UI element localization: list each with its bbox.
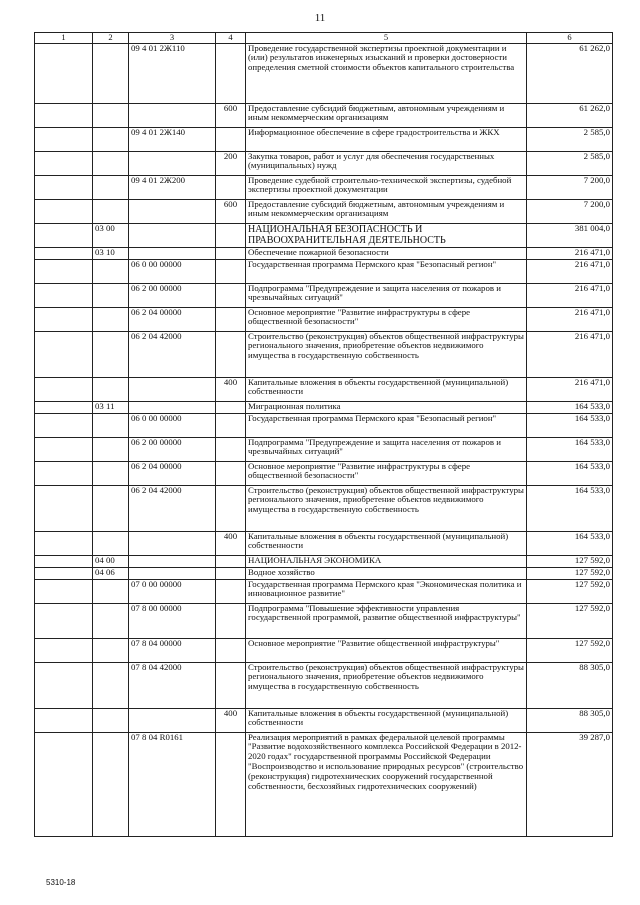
cell-col-6: 127 592,0	[527, 603, 613, 638]
cell-col-6: 216 471,0	[527, 259, 613, 283]
cell-col-2	[93, 603, 129, 638]
cell-col-2: 03 00	[93, 223, 129, 247]
cell-col-4	[216, 485, 246, 531]
cell-col-3: 07 8 04 R0161	[129, 732, 216, 836]
cell-col-1	[35, 175, 93, 199]
cell-col-6: 216 471,0	[527, 307, 613, 331]
cell-col-4	[216, 247, 246, 259]
header-col-1: 1	[35, 33, 93, 44]
cell-col-2	[93, 732, 129, 836]
cell-col-6: 2 585,0	[527, 127, 613, 151]
cell-col-3	[129, 401, 216, 413]
cell-col-2: 04 06	[93, 567, 129, 579]
cell-col-5: НАЦИОНАЛЬНАЯ ЭКОНОМИКА	[246, 555, 527, 567]
cell-col-3: 09 4 01 2Ж140	[129, 127, 216, 151]
cell-col-5: Государственная программа Пермского края "Безопасный регион"	[246, 413, 527, 437]
cell-col-4: 400	[216, 708, 246, 732]
table-row	[35, 199, 613, 223]
header-col-4: 4	[216, 33, 246, 44]
cell-col-4	[216, 461, 246, 485]
cell-col-1	[35, 708, 93, 732]
cell-col-6: 216 471,0	[527, 331, 613, 377]
cell-col-1	[35, 127, 93, 151]
cell-col-6: 164 533,0	[527, 413, 613, 437]
table-row	[35, 401, 613, 413]
cell-col-5: Подпрограмма "Предупреждение и защита населения от пожаров и чрезвычайных ситуаций"	[246, 283, 527, 307]
cell-col-2: 03 10	[93, 247, 129, 259]
table-row	[35, 331, 613, 377]
cell-col-1	[35, 223, 93, 247]
cell-col-2	[93, 485, 129, 531]
cell-col-5: Строительство (реконструкция) объектов общественной инфраструктуры регионального значения, приобретение объектов недвижимого имущества в государственную собственность	[246, 485, 527, 531]
cell-col-2	[93, 43, 129, 103]
cell-col-5: Основное мероприятие "Развитие инфраструктуры в сфере общественной безопасности"	[246, 307, 527, 331]
cell-col-4: 200	[216, 151, 246, 175]
cell-col-5: Государственная программа Пермского края "Безопасный регион"	[246, 259, 527, 283]
cell-col-4	[216, 223, 246, 247]
cell-col-6: 7 200,0	[527, 199, 613, 223]
cell-col-6: 88 305,0	[527, 662, 613, 708]
cell-col-5: Строительство (реконструкция) объектов общественной инфраструктуры регионального значения, приобретение объектов недвижимого имущества в государственную собственность	[246, 331, 527, 377]
page-number: 11	[314, 12, 326, 24]
cell-col-6: 2 585,0	[527, 151, 613, 175]
cell-col-5: Проведение государственной экспертизы проектной документации и (или) результатов инженерных изысканий и проверки достоверности определения сметной стоимости объектов капитального строительства	[246, 43, 527, 103]
cell-col-2	[93, 437, 129, 461]
cell-col-4	[216, 437, 246, 461]
cell-col-2	[93, 377, 129, 401]
table-header	[35, 33, 613, 44]
cell-col-5: Предоставление субсидий бюджетным, автономным учреждениям и иным некоммерческим организациям	[246, 199, 527, 223]
cell-col-6: 164 533,0	[527, 461, 613, 485]
cell-col-1	[35, 485, 93, 531]
table-row	[35, 377, 613, 401]
cell-col-3: 07 8 04 00000	[129, 638, 216, 662]
header-col-2: 2	[93, 33, 129, 44]
cell-col-5: Обеспечение пожарной безопасности	[246, 247, 527, 259]
cell-col-5: НАЦИОНАЛЬНАЯ БЕЗОПАСНОСТЬ И ПРАВООХРАНИТЕЛЬНАЯ ДЕЯТЕЛЬНОСТЬ	[246, 223, 527, 247]
cell-col-2	[93, 259, 129, 283]
cell-col-4	[216, 175, 246, 199]
cell-col-4	[216, 603, 246, 638]
cell-col-6: 61 262,0	[527, 103, 613, 127]
cell-col-3	[129, 151, 216, 175]
cell-col-2	[93, 103, 129, 127]
cell-col-6: 381 004,0	[527, 223, 613, 247]
cell-col-6: 61 262,0	[527, 43, 613, 103]
cell-col-6: 164 533,0	[527, 437, 613, 461]
cell-col-1	[35, 662, 93, 708]
cell-col-1	[35, 283, 93, 307]
table-row	[35, 485, 613, 531]
cell-col-6: 127 592,0	[527, 555, 613, 567]
cell-col-3: 09 4 01 2Ж110	[129, 43, 216, 103]
cell-col-5: Предоставление субсидий бюджетным, автономным учреждениям и иным некоммерческим организациям	[246, 103, 527, 127]
cell-col-5: Государственная программа Пермского края "Экономическая политика и инновационное развитие"	[246, 579, 527, 603]
cell-col-4	[216, 567, 246, 579]
table-row	[35, 732, 613, 836]
table-row	[35, 283, 613, 307]
table-row	[35, 579, 613, 603]
cell-col-5: Подпрограмма "Предупреждение и защита населения от пожаров и чрезвычайных ситуаций"	[246, 437, 527, 461]
cell-col-3	[129, 199, 216, 223]
cell-col-2	[93, 413, 129, 437]
cell-col-3	[129, 708, 216, 732]
cell-col-6: 216 471,0	[527, 247, 613, 259]
cell-col-2: 03 11	[93, 401, 129, 413]
cell-col-6: 164 533,0	[527, 531, 613, 555]
cell-col-2	[93, 175, 129, 199]
cell-col-1	[35, 259, 93, 283]
cell-col-3: 06 2 04 42000	[129, 485, 216, 531]
cell-col-1	[35, 437, 93, 461]
cell-col-1	[35, 307, 93, 331]
cell-col-2	[93, 151, 129, 175]
cell-col-4	[216, 401, 246, 413]
cell-col-4	[216, 331, 246, 377]
cell-col-4	[216, 555, 246, 567]
document-code: 5310-18	[46, 878, 76, 887]
cell-col-1	[35, 43, 93, 103]
cell-col-1	[35, 531, 93, 555]
cell-col-4	[216, 638, 246, 662]
cell-col-1	[35, 331, 93, 377]
cell-col-1	[35, 461, 93, 485]
cell-col-3: 07 8 04 42000	[129, 662, 216, 708]
cell-col-3: 09 4 01 2Ж200	[129, 175, 216, 199]
cell-col-1	[35, 413, 93, 437]
cell-col-2	[93, 283, 129, 307]
cell-col-3	[129, 555, 216, 567]
cell-col-1	[35, 555, 93, 567]
table-row	[35, 175, 613, 199]
table-row	[35, 127, 613, 151]
table-row	[35, 708, 613, 732]
table-row	[35, 259, 613, 283]
cell-col-2	[93, 579, 129, 603]
cell-col-3: 07 8 00 00000	[129, 603, 216, 638]
cell-col-3	[129, 531, 216, 555]
cell-col-2	[93, 708, 129, 732]
table-row	[35, 223, 613, 247]
cell-col-5: Закупка товаров, работ и услуг для обеспечения государственных (муниципальных) нужд	[246, 151, 527, 175]
table-row	[35, 638, 613, 662]
cell-col-6: 39 287,0	[527, 732, 613, 836]
table-row	[35, 461, 613, 485]
cell-col-3	[129, 103, 216, 127]
cell-col-4: 400	[216, 377, 246, 401]
cell-col-1	[35, 567, 93, 579]
cell-col-1	[35, 377, 93, 401]
cell-col-2: 04 00	[93, 555, 129, 567]
cell-col-3: 06 2 04 00000	[129, 461, 216, 485]
cell-col-5: Основное мероприятие "Развитие общественной инфраструктуры"	[246, 638, 527, 662]
cell-col-4: 400	[216, 531, 246, 555]
cell-col-3: 06 2 00 00000	[129, 283, 216, 307]
cell-col-4	[216, 127, 246, 151]
cell-col-5: Водное хозяйство	[246, 567, 527, 579]
cell-col-6: 216 471,0	[527, 377, 613, 401]
header-col-6: 6	[527, 33, 613, 44]
table-row	[35, 603, 613, 638]
cell-col-6: 127 592,0	[527, 638, 613, 662]
cell-col-6: 164 533,0	[527, 401, 613, 413]
cell-col-4	[216, 579, 246, 603]
cell-col-6: 7 200,0	[527, 175, 613, 199]
table-row	[35, 567, 613, 579]
cell-col-5: Капитальные вложения в объекты государственной (муниципальной) собственности	[246, 708, 527, 732]
cell-col-5: Подпрограмма "Повышение эффективности управления государственной программой, развитие общественной инфраструктуры"	[246, 603, 527, 638]
cell-col-3	[129, 247, 216, 259]
cell-col-4	[216, 43, 246, 103]
header-col-3: 3	[129, 33, 216, 44]
table-body	[35, 43, 613, 836]
header-col-5: 5	[246, 33, 527, 44]
cell-col-2	[93, 307, 129, 331]
cell-col-2	[93, 662, 129, 708]
cell-col-4: 600	[216, 199, 246, 223]
cell-col-3: 06 2 04 00000	[129, 307, 216, 331]
table-row	[35, 413, 613, 437]
cell-col-1	[35, 247, 93, 259]
cell-col-4	[216, 413, 246, 437]
table-row	[35, 247, 613, 259]
cell-col-5: Проведение судебной строительно-технической экспертизы, судебной экспертизы проектной документации	[246, 175, 527, 199]
cell-col-5: Миграционная политика	[246, 401, 527, 413]
cell-col-1	[35, 151, 93, 175]
cell-col-1	[35, 732, 93, 836]
table-row	[35, 103, 613, 127]
cell-col-1	[35, 638, 93, 662]
cell-col-6: 216 471,0	[527, 283, 613, 307]
table-row	[35, 662, 613, 708]
cell-col-1	[35, 401, 93, 413]
cell-col-2	[93, 531, 129, 555]
cell-col-1	[35, 199, 93, 223]
cell-col-3	[129, 377, 216, 401]
table-row	[35, 151, 613, 175]
cell-col-3: 06 0 00 00000	[129, 413, 216, 437]
table-row	[35, 43, 613, 103]
cell-col-5: Строительство (реконструкция) объектов общественной инфраструктуры регионального значения, приобретение объектов недвижимого имущества в государственную собственность	[246, 662, 527, 708]
table-row	[35, 531, 613, 555]
cell-col-4	[216, 732, 246, 836]
cell-col-5: Основное мероприятие "Развитие инфраструктуры в сфере общественной безопасности"	[246, 461, 527, 485]
cell-col-6: 127 592,0	[527, 567, 613, 579]
cell-col-5: Капитальные вложения в объекты государственной (муниципальной) собственности	[246, 531, 527, 555]
cell-col-5: Реализация мероприятий в рамках федеральной целевой программы "Развитие водохозяйственного комплекса Российской Федерации в 2012-2020 годах" государственной программы Российской Федерации "Воспроизводство и использование природных ресурсов" (строительство (реконструкция) гидротехнических сооружений государственной собственности, бесхозяйных гидротехнических сооружений)	[246, 732, 527, 836]
cell-col-1	[35, 603, 93, 638]
cell-col-2	[93, 638, 129, 662]
cell-col-3: 06 0 00 00000	[129, 259, 216, 283]
table-row	[35, 437, 613, 461]
table-row	[35, 307, 613, 331]
cell-col-2	[93, 461, 129, 485]
cell-col-2	[93, 331, 129, 377]
cell-col-4	[216, 283, 246, 307]
cell-col-2	[93, 199, 129, 223]
cell-col-3: 06 2 04 42000	[129, 331, 216, 377]
cell-col-4	[216, 662, 246, 708]
cell-col-4	[216, 259, 246, 283]
cell-col-3: 06 2 00 00000	[129, 437, 216, 461]
cell-col-3: 07 0 00 00000	[129, 579, 216, 603]
cell-col-1	[35, 579, 93, 603]
cell-col-2	[93, 127, 129, 151]
cell-col-3	[129, 223, 216, 247]
cell-col-3	[129, 567, 216, 579]
cell-col-4	[216, 307, 246, 331]
cell-col-4: 600	[216, 103, 246, 127]
cell-col-1	[35, 103, 93, 127]
cell-col-6: 164 533,0	[527, 485, 613, 531]
cell-col-6: 127 592,0	[527, 579, 613, 603]
cell-col-6: 88 305,0	[527, 708, 613, 732]
cell-col-5: Капитальные вложения в объекты государственной (муниципальной) собственности	[246, 377, 527, 401]
cell-col-5: Информационное обеспечение в сфере градостроительства и ЖКХ	[246, 127, 527, 151]
budget-table	[34, 32, 613, 837]
table-row	[35, 555, 613, 567]
